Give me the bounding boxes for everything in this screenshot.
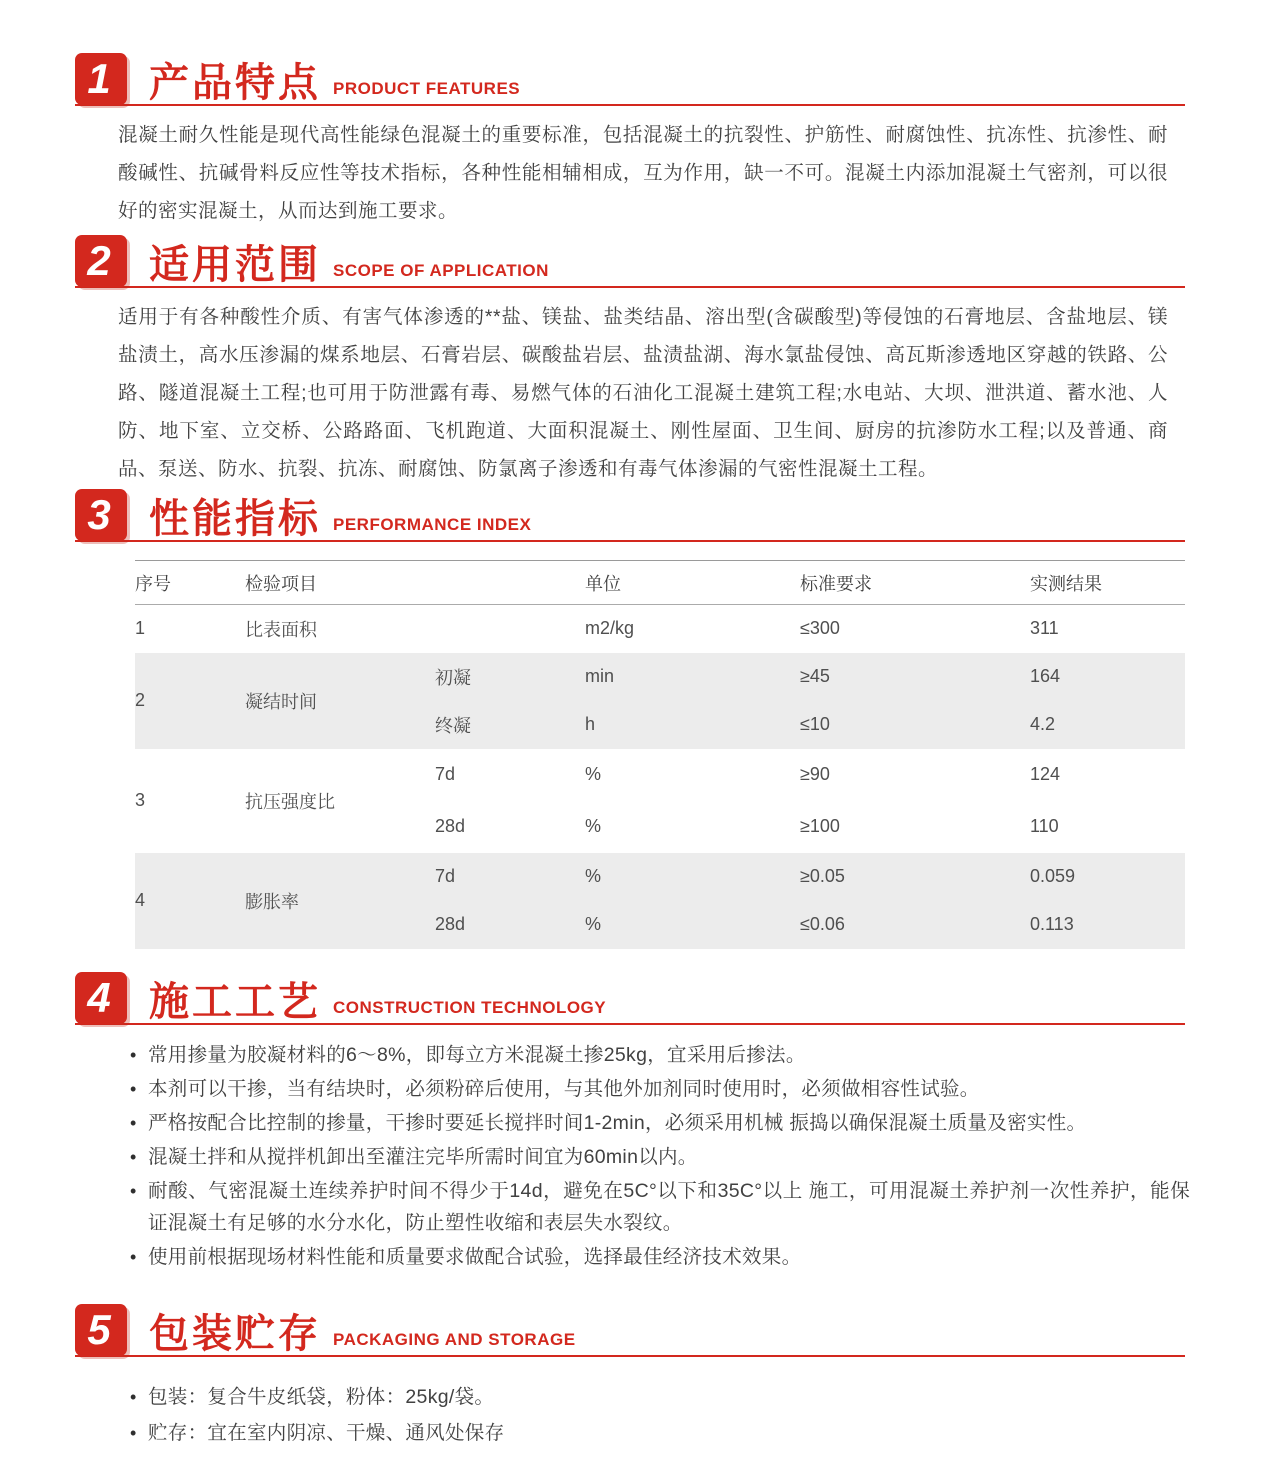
table-row [135, 853, 1185, 901]
cell-no: 3 [135, 790, 146, 810]
cell-res: 164 [1030, 666, 1061, 686]
section-3-number: 3 [87, 491, 111, 538]
section-1-number-badge [75, 53, 127, 105]
cell-sub: 初凝 [435, 667, 471, 688]
cell-res: 0.059 [1030, 866, 1076, 886]
section-packaging-storage [0, 1303, 1280, 1449]
section-1-title-zh: 产品特点 [149, 61, 321, 105]
section-1-paragraph: 混凝土耐久性能是现代高性能绿色混凝土的重要标准，包括混凝土的抗裂性、护筋性、耐腐蚀性、抗冻性、抗渗性、耐酸碱性、抗碱骨料反应性等技术指标，各种性能相辅相成，互为作用，缺一不可。混凝土内添加混凝土气密剂，可以很好的密实混凝土，从而达到施工要求。 [118, 124, 1168, 222]
cell-std: ≤300 [800, 618, 840, 639]
section-4-number: 4 [87, 973, 111, 1021]
section-1-number: 1 [87, 55, 111, 102]
construction-bullet-list [128, 1039, 1190, 1273]
cell-std: ≥90 [800, 764, 830, 784]
cell-res: 110 [1030, 816, 1059, 836]
section-2-number-badge [75, 235, 127, 287]
section-5-number-badge [75, 1304, 127, 1356]
cell-item: 抗压强度比 [245, 791, 335, 812]
list-item: • 耐酸、气密混凝土连续养护时间不得少于14d，避免在5C°以下和35C°以上 施工，可用混凝土养护剂一次性养护，能保证混凝土有足够的水分水化，防止塑性收缩和表层失水裂纹。 [128, 1175, 1190, 1239]
section-5-header [75, 1303, 1185, 1357]
section-4-title-zh: 施工工艺 [149, 979, 321, 1024]
section-3-title-en: PERFORMANCE INDEX [333, 515, 532, 534]
header-cell-standard: 标准要求 [800, 561, 1030, 605]
cell-item: 凝结时间 [245, 691, 317, 712]
cell-unit: h [585, 714, 596, 734]
cell-res: 311 [1030, 618, 1059, 639]
section-5-title-en: PACKAGING AND STORAGE [333, 1329, 576, 1349]
list-item: • 使用前根据现场材料性能和质量要求做配合试验，选择最佳经济技术效果。 [128, 1241, 1190, 1273]
cell-no: 4 [135, 890, 146, 910]
cell-sub: 28d [435, 816, 466, 836]
cell-sub: 7d [435, 866, 456, 886]
section-1-title-en: PRODUCT FEATURES [333, 79, 521, 98]
cell-unit: % [585, 866, 602, 886]
cell-std: ≥100 [800, 816, 840, 836]
header-cell-result: 实测结果 [1030, 561, 1185, 605]
cell-item: 膨胀率 [245, 891, 299, 912]
list-item: • 常用掺量为胶凝材料的6～8%，即每立方米混凝土掺25kg，宜采用后掺法。 [128, 1039, 1190, 1071]
cell-unit: % [585, 914, 602, 934]
cell-std: ≥0.05 [800, 866, 845, 886]
section-1-header [75, 52, 1185, 106]
list-item: • 严格按配合比控制的掺量，干掺时要延长搅拌时间1-2min，必须采用机械 振捣以确保混凝土质量及密实性。 [128, 1107, 1190, 1139]
cell-std: ≤0.06 [800, 914, 845, 934]
cell-sub: 28d [435, 914, 466, 934]
section-4-title-en: CONSTRUCTION TECHNOLOGY [333, 997, 607, 1017]
cell-sub: 7d [435, 764, 456, 784]
section-5-number: 5 [87, 1305, 111, 1353]
section-2-title-zh: 适用范围 [149, 243, 321, 287]
section-3-header [75, 488, 1185, 542]
header-cell-no: 序号 [135, 561, 245, 605]
list-item: • 本剂可以干掺，当有结块时，必须粉碎后使用，与其他外加剂同时使用时，必须做相容性试验。 [128, 1073, 1190, 1105]
list-item: • 贮存：宜在室内阴凉、干燥、通风处保存 [128, 1417, 1190, 1449]
packaging-bullet-list [128, 1381, 1190, 1449]
section-3-title-zh: 性能指标 [149, 497, 321, 541]
cell-unit: % [585, 816, 602, 836]
section-product-features [0, 0, 1280, 230]
section-performance-index [0, 488, 1280, 949]
section-scope-of-application [0, 234, 1280, 488]
list-item: • 混凝土拌和从搅拌机卸出至灌注完毕所需时间宜为60min以内。 [128, 1141, 1190, 1173]
performance-index-table [135, 560, 1185, 949]
table-header-row [135, 561, 1185, 605]
section-3-number-badge [75, 489, 127, 541]
cell-unit: m2/kg [585, 618, 635, 639]
cell-unit: min [585, 666, 615, 686]
section-2-header [75, 234, 1185, 288]
section-construction-technology [0, 971, 1280, 1273]
section-2-title-en: SCOPE OF APPLICATION [333, 261, 549, 280]
cell-no: 2 [135, 690, 146, 710]
header-cell-unit: 单位 [585, 561, 800, 605]
table-row [135, 749, 1185, 801]
section-2-number: 2 [87, 237, 111, 284]
cell-no: 1 [135, 618, 146, 639]
cell-item: 比表面积 [245, 619, 317, 640]
cell-std: ≥45 [800, 666, 830, 686]
cell-res: 124 [1030, 764, 1061, 784]
table-row [135, 653, 1185, 701]
section-4-number-badge [75, 972, 127, 1024]
header-cell-item: 检验项目 [245, 561, 585, 605]
section-4-header [75, 971, 1185, 1025]
cell-res: 0.113 [1030, 914, 1074, 934]
cell-sub: 终凝 [435, 715, 471, 736]
cell-std: ≤10 [800, 714, 830, 734]
section-2-paragraph: 适用于有各种酸性介质、有害气体渗透的**盐、镁盐、盐类结晶、溶出型(含碳酸型)等侵蚀的石膏地层、含盐地层、镁盐渍土，高水压渗漏的煤系地层、石膏岩层、碳酸盐岩层、盐渍盐湖、海水氯盐侵蚀、高瓦斯渗透地区穿越的铁路、公路、隧道混凝土工程;也可用于防泄露有毒、易燃气体的石油化工混凝土建筑工程;水电站、大坝、泄洪道、蓄水池、人防、地下室、立交桥、公路路面、飞机跑道、大面积混凝土、刚性屋面、卫生间、厨房的抗渗防水工程;以及普通、商品、泵送、防水、抗裂、抗冻、耐腐蚀、防氯离子渗透和有毒气体渗漏的气密性混凝土工程。 [118, 306, 1168, 480]
section-5-title-zh: 包装贮存 [149, 1311, 321, 1356]
table-row [135, 605, 1185, 653]
cell-unit: % [585, 764, 602, 784]
cell-res: 4.2 [1030, 714, 1056, 734]
list-item: • 包装：复合牛皮纸袋，粉体：25kg/袋。 [128, 1381, 1190, 1413]
